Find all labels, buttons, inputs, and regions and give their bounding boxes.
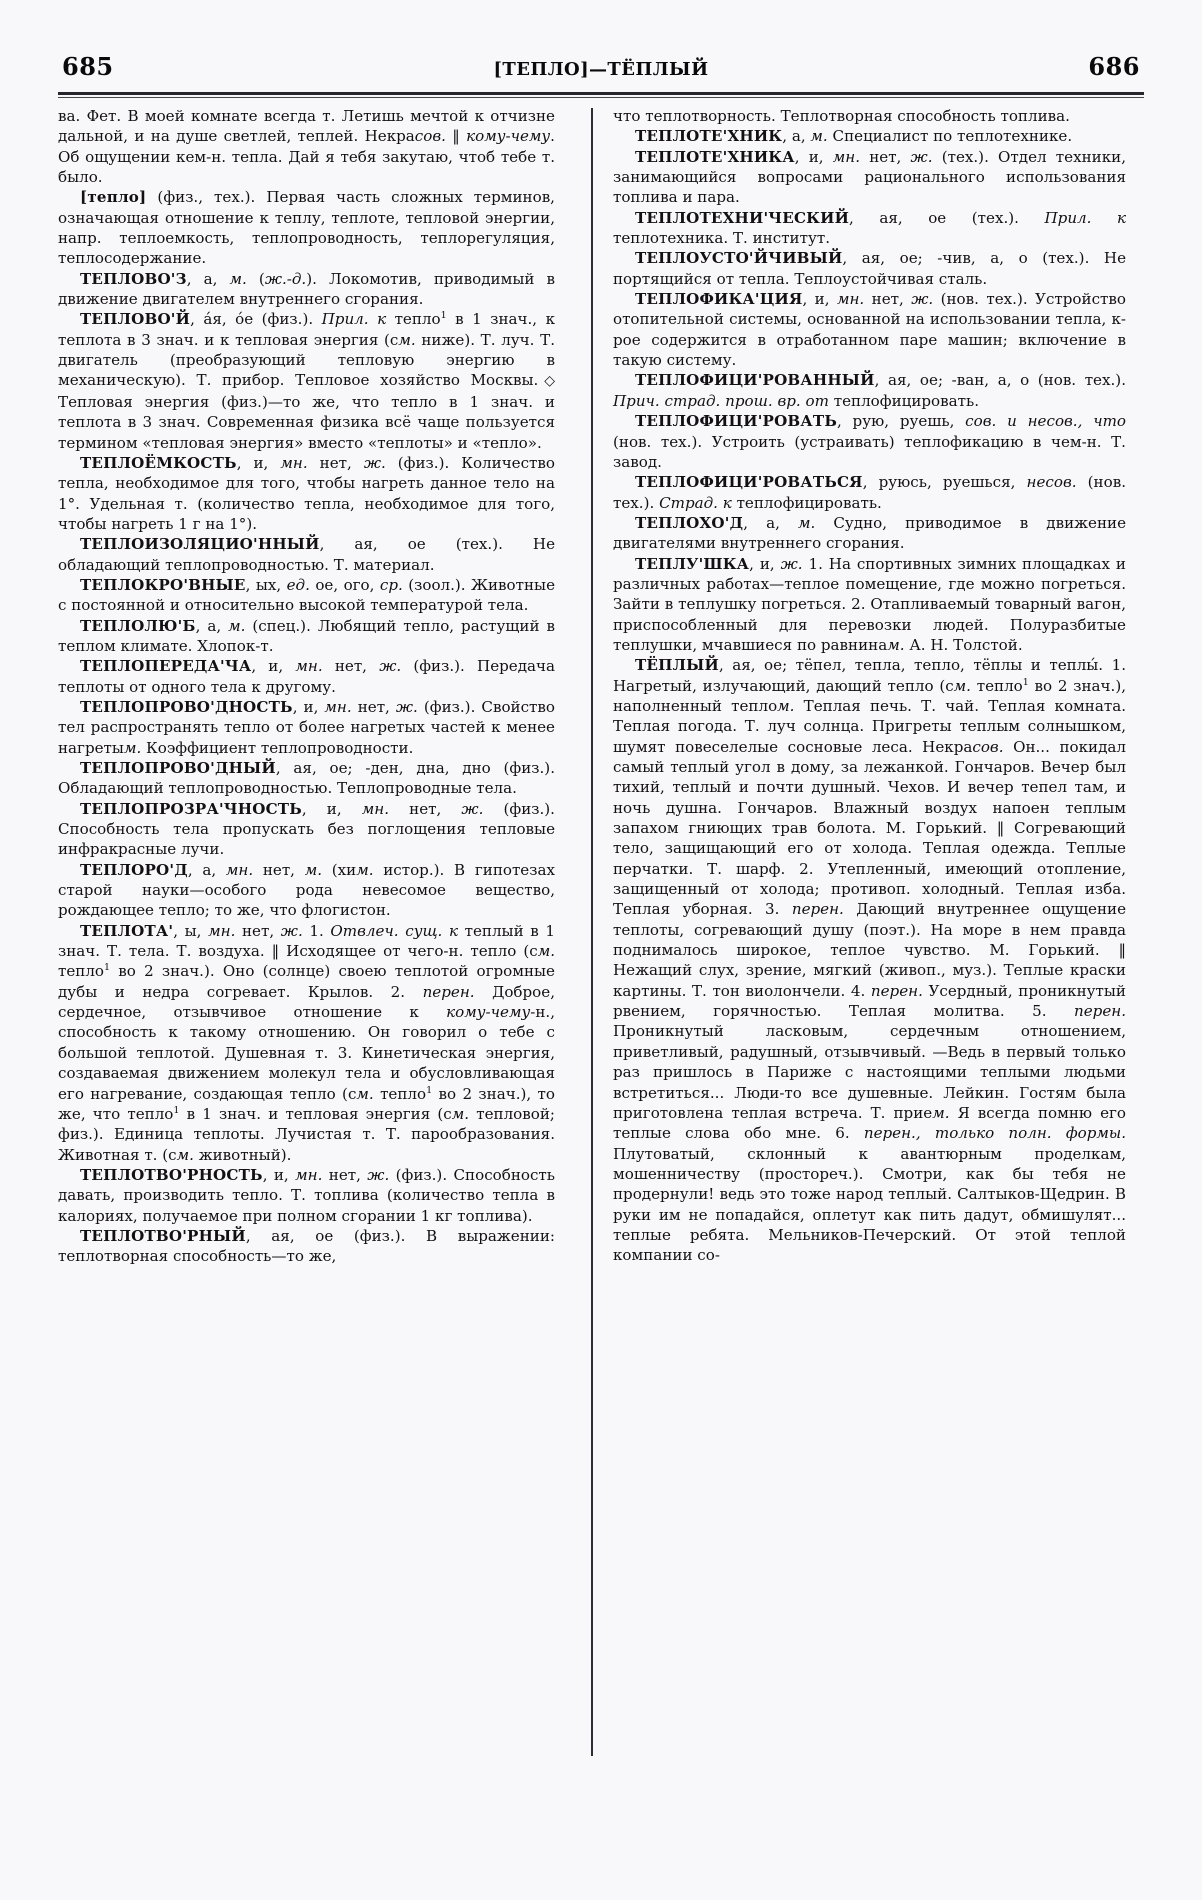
entry-text: ТЕПЛУ'ШКА, и, ж. 1. На спортивных зимних площадках и различных работах—теплое помещение, где можно погреться. Зайти в теплушку погреться. 2. Отапливаемый товарный вагон, приспособленный для перевозки людей. Полуразбитые теплушки, мчавшиеся по равнинам. А. Н. Толстой. xyxy=(613,554,1126,654)
entry-text: ТЕПЛОТЕ'ХНИК, а, м. Специалист по теплотехнике. xyxy=(635,127,1073,146)
entry-teploprovodny xyxy=(58,758,555,799)
entry-text: ва. Фет. В моей комнате всегда т. Летишь мечтой к отчизне дальной, и на душе светлей, теплей. Некрасов. ‖ кому-чему. Об ощущении кем-н. тепла. Дай я тебя закутаю, чтоб тебе т. было. xyxy=(58,107,555,187)
entry-tyoply xyxy=(613,655,1126,1265)
entry-teploprovodnost xyxy=(58,697,555,758)
folio-left: 685 xyxy=(62,52,114,81)
entry-text: ТЁПЛЫЙ, ая, ое; тёпел, тепла, тепло, тёплы и теплы́. 1. Нагретый, излучающий, дающий тепло (см. тепло$^1$ во 2 знач.), наполненный теплом. Теплая печь. Т. чай. Теплая комната. Теплая погода. Т. луч солнца. Пригреты теплым солнышком, шумят повеселелые сосновые леса. Некрасов. Он... покидал самый теплый угол в дому, за лежанкой. Гончаров. Вечер был тихий, теплый и почти душный. Чехов. И вечер тепел там, и ночь душна. Гончаров. Влажный воздух напоен теплым запахом гниющих трав болота. М. Горький. ‖ Согревающий тело, защищающий его от холода. Теплая одежда. Теплые перчатки. Т. шарф. 2. Утепленный, имеющий отопление, защищенный от холода; противоп. холодный. Теплая изба. Теплая уборная. 3. перен. Дающий внутреннее ощущение теплоты, согревающий душу (поэт.). На море в нем правда поднималось широкое, теплое чувство. М. Горький. ‖ Нежащий слух, зрение, мягкий (живоп., муз.). Теплые краски картины. Т. тон виолончели. 4. перен. Усердный, проникнутый рвением, горячностью. Теплая молитва. 5. перен. Проникнутый ласковым, сердечным отношением, приветливый, радушный, отзывчивый. —Ведь в первый только раз пришлось в Париже с настоящими теплыми людьми встретиться... Люди-то все душевные. Лейкин. Гостям была приготовлена теплая встреча. Т. прием. Я всегда помню его теплые слова обо мне. 6. перен., только полн. формы. Плутоватый, склонный к авантюрным проделкам, мошенничеству (простореч.). Смотри, как бы тебя не продернули! ведь это тоже народ теплый. Салтыков-Щедрин. В руки им не попадайся, оплетут как пить дадут, обмишулят... теплые ребята. Мельников-Печерский. От этой теплой компании со- xyxy=(613,656,1127,1265)
entry-text: ТЕПЛОПРОВО'ДНОСТЬ, и, мн. нет, ж. (физ.). Свойство тел распространять тепло от более нагретых частей к менее нагретым. Коэффициент теплопроводности. xyxy=(58,697,555,757)
entry-text: [тепло] (физ., тех.). Первая часть сложных терминов, означающая отношение к теплу, теплоте, тепловой энергии, напр. теплоемкость, теплопроводность, теплорегуляция, теплосодержание. xyxy=(58,188,555,268)
entry-text: ТЕПЛОВО'З, а, м. (ж.-д.). Локомотив, приводимый в движение двигателем внутреннего сгорания. xyxy=(58,269,555,309)
entry-teplotehnichesky xyxy=(613,208,1126,249)
running-title: [ТЕПЛО]—ТЁПЛЫЙ xyxy=(493,59,709,80)
entry-text: ТЕПЛОХО'Д, а, м. Судно, приводимое в движение двигателями внутреннего сгорания. xyxy=(613,513,1126,553)
entry-teploprozrachnost xyxy=(58,799,555,860)
entry-teplorod xyxy=(58,860,555,921)
entry-text: ТЕПЛОТВО'РНОСТЬ, и, мн. нет, ж. (физ.). Способность давать, производить тепло. Т. топлива (количество тепла в калориях, получаемое при полном сгорании 1 кг топлива). xyxy=(58,1165,555,1225)
entry-teplota xyxy=(58,921,555,1165)
entry-text: ТЕПЛОИЗОЛЯЦИО'ННЫЙ, ая, ое (тех.). Не обладающий теплопроводностью. Т. материал. xyxy=(58,535,555,574)
entry-teplotehnika xyxy=(613,147,1126,208)
entry-teplolyub xyxy=(58,616,555,657)
entry-teplofitsirovatsya xyxy=(613,472,1126,513)
entry-text: ТЕПЛОТА', ы, мн. нет, ж. 1. Отвлеч. сущ. к теплый в 1 знач. Т. тела. Т. воздуха. ‖ Исходящее от чего-н. тепло (см. тепло$^1$ во 2 знач.). Оно (солнце) своею теплотой огромные дубы и недра согревает. Крылов. 2. перен. Доброе, сердечное, отзывчивое отношение к кому-чему-н., способность к такому отношению. Он говорил о тебе с большой теплотой. Душевная т. 3. Кинетическая энергия, создаваемая движением молекул тела и обусловливающая его нагревание, создающая тепло (см. тепло$^1$ во 2 знач.), то же, что тепло$^1$ в 1 знач. и тепловая энергия (см. тепловой; физ.). Единица теплоты. Лучистая т. Т. парообразования. Животная т. (см. животный). xyxy=(58,921,555,1164)
entry-text: ТЕПЛОПРОЗРА'ЧНОСТЬ, и, мн. нет, ж. (физ.). Способность тела пропускать без поглощения тепловые инфракрасные лучи. xyxy=(58,799,555,859)
entry-text: ТЕПЛОТВО'РНЫЙ, ая, ое (физ.). В выражении: теплотворная способность—то же, xyxy=(58,1226,555,1266)
entry-teplotehnik xyxy=(613,126,1126,146)
entry-teplo-prefix xyxy=(58,187,555,268)
header-rule xyxy=(58,92,1144,98)
entry-teplovoz xyxy=(58,269,555,310)
entry-teplovoy xyxy=(58,309,555,452)
entry-text: ТЕПЛОФИЦИ'РОВАННЫЙ, ая, ое; -ван, а, о (нов. тех.). Прич. страд. прош. вр. от теплофицировать. xyxy=(613,371,1126,410)
entry-text: ТЕПЛОПЕРЕДА'ЧА, и, мн. нет, ж. (физ.). Передача теплоты от одного тела к другому. xyxy=(58,657,555,696)
entry-text: ТЕПЛОФИКА'ЦИЯ, и, мн. нет, ж. (нов. тех.). Устройство отопительной системы, основанной на использовании тепла, к-рое содержится в отработанном паре машин; включение в такую систему. xyxy=(613,290,1126,370)
column-left xyxy=(58,106,571,1766)
entry-teplotvornost xyxy=(58,1165,555,1226)
entry-teplohod xyxy=(613,513,1126,554)
entry-teplushka xyxy=(613,554,1126,656)
text-columns xyxy=(58,106,1144,1766)
entry-text: ТЕПЛОКРО'ВНЫЕ, ых, ед. ое, ого, ср. (зоол.). Животные с постоянной и относительно высокой температурой тела. xyxy=(58,575,555,615)
entry-text: ТЕПЛОВО'Й, áя, óе (физ.). Прил. к тепло$^1$ в 1 знач., к теплота в 3 знач. и к тепловая энергия (см. ниже). Т. луч. Т. двигатель (преобразующий тепловую энергию в механическую). Т. прибор. Тепловое хозяйство Москвы.◇ Тепловая энергия (физ.)—то же, что тепло в 1 знач. и теплота в 3 знач. Современная физика всё чаще пользуется термином «тепловая энергия» вместо «теплоты» и «тепло». xyxy=(58,310,555,452)
entry-text: ТЕПЛОТЕ'ХНИКА, и, мн. нет, ж. (тех.). Отдел техники, занимающийся вопросами рационального использования топлива и пара. xyxy=(613,147,1126,207)
entry-teplofikaciya xyxy=(613,289,1126,370)
entry-teploustoychivy xyxy=(613,248,1126,289)
entry-teploizolyacionny xyxy=(58,534,555,575)
entry-teplofitsirovat xyxy=(613,411,1126,472)
entry-text: ТЕПЛОФИЦИ'РОВАТЬСЯ, руюсь, руешься, несов. (нов. тех.). Страд. к теплофицировать. xyxy=(613,473,1126,512)
column-divider xyxy=(591,108,593,1756)
entry-text: что теплотворность. Теплотворная способность топлива. xyxy=(613,107,1070,125)
entry-teplofitsirovanny xyxy=(613,370,1126,411)
entry-teployomkost xyxy=(58,453,555,534)
entry-text: ТЕПЛОРО'Д, а, мн. нет, м. (хим. истор.). В гипотезах старой науки—особого рода невесомое вещество, рождающее тепло; то же, что флогистон. xyxy=(58,860,555,920)
folio-right: 686 xyxy=(1088,52,1140,81)
entry-teploperedacha xyxy=(58,656,555,697)
header-rule-thick xyxy=(58,92,1144,95)
header-rule-thin xyxy=(58,97,1144,98)
running-head xyxy=(62,52,1140,86)
entry-text: ТЕПЛОУСТО'ЙЧИВЫЙ, ая, ое; -чив, а, о (тех.). Не портящийся от тепла. Теплоустойчивая сталь. xyxy=(613,249,1126,288)
entry-text: ТЕПЛОФИЦИ'РОВАТЬ, рую, руешь, сов. и несов., что (нов. тех.). Устроить (устраивать) теплофикацию в чем-н. Т. завод. xyxy=(613,412,1126,471)
entry-teplokrovnye xyxy=(58,575,555,616)
entry-teplotvorny-tail xyxy=(613,106,1126,126)
entry-text: ТЕПЛОЁМКОСТЬ, и, мн. нет, ж. (физ.). Количество тепла, необходимое для того, чтобы нагреть данное тело на 1°. Удельная т. (количество тепла, необходимое для того, чтобы нагреть 1 г на 1°). xyxy=(58,453,555,533)
entry-text: ТЕПЛОЛЮ'Б, а, м. (спец.). Любящий тепло, растущий в теплом климате. Хлопок-т. xyxy=(58,616,555,655)
entry-teplo-tail xyxy=(58,106,555,187)
entry-teplotvorny xyxy=(58,1226,555,1267)
entry-text: ТЕПЛОПРОВО'ДНЫЙ, ая, ое; -ден, дна, дно (физ.). Обладающий теплопроводностью. Теплопроводные тела. xyxy=(58,759,555,798)
entry-text: ТЕПЛОТЕХНИ'ЧЕСКИЙ, ая, ое (тех.). Прил. к теплотехника. Т. институт. xyxy=(613,208,1127,248)
column-right xyxy=(613,106,1126,1766)
